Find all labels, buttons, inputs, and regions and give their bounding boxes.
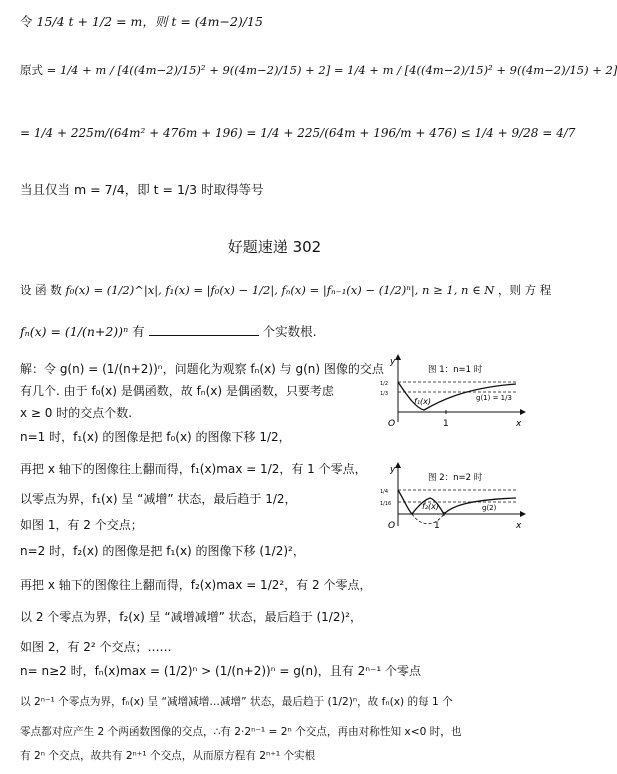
problem-line-2 (20, 322, 317, 340)
solution-line-14: 有 2ⁿ 个交点，故共有 2ⁿ⁺¹ 个交点，从而原方程有 2ⁿ⁺¹ 个实根 (20, 750, 316, 762)
fig1-line-label: g(1) = 1/3 (476, 394, 512, 402)
fig1-origin: O (388, 419, 396, 429)
solution-line-5: 以零点为界，f₁(x) 呈 “减增” 状态，最后趋于 1/2， (20, 492, 297, 506)
fig2-caption: 图 2：n=2 时 (428, 473, 483, 483)
let-t-equation: 15/4 t + 1/2 = m，则 t = (4m−2)/15 (36, 14, 263, 29)
line-let-t (20, 12, 263, 30)
line-simplify (20, 126, 575, 140)
fig2-x-arrow (520, 511, 526, 517)
fig1-x-arrow (520, 409, 526, 415)
fig2-x-tick-label: 1 (434, 521, 440, 531)
fig1-y-tick-third: 1/3 (380, 391, 389, 397)
solution-line-13: 零点都对应产生 2 个两函数图像的交点，∴有 2·2ⁿ⁻¹ = 2ⁿ 个交点，再由对称性知 x<0 时，也 (20, 726, 462, 738)
fig2-origin: O (388, 521, 396, 531)
solution-line-11: n= n≥2 时，fₙ(x)max = (1/2)ⁿ > (1/(n+2))ⁿ = g(n)，且有 2ⁿ⁻¹ 个零点 (20, 664, 421, 678)
fig2-y-tick-quarter: 1/4 (380, 489, 389, 495)
solution-line-3: n=1 时，f₁(x) 的图像是把 f₀(x) 的图像下移 1/2， (20, 430, 291, 444)
solution-line-12: 以 2ⁿ⁻¹ 个零点为界，fₙ(x) 呈 “减增减增…减增” 状态，最后趋于 (1/2)ⁿ，故 fₙ(x) 的每 1 个 (20, 696, 453, 708)
fig2-y-tick-g2: 1/16 (380, 501, 392, 507)
solution-line-2: x ≥ 0 时的交点个数. (20, 406, 133, 420)
simplify-expression: = 1/4 + 225m/(64m² + 476m + 196) = 1/4 + 225/(64m + 196/m + 476) ≤ 1/4 + 9/28 = 4/7 (20, 126, 576, 140)
fig1-y-arrow (395, 354, 401, 360)
line-equality-condition: 当且仅当 m = 7/4，即 t = 1/3 时取得等号 (20, 182, 264, 197)
solution-line-1: 有几个. 由于 f₀(x) 是偶函数，故 fₙ(x) 是偶函数，只要考虑 (20, 384, 334, 398)
problem-definitions: f₀(x) = (1/2)^|x|, f₁(x) = |f₀(x) − 1/2|, fₙ(x) = |fₙ₋₁(x) − (1/2)ⁿ|, n ≥ 1, n ∈ N (65, 283, 495, 297)
solution-line-6: 如图 1，有 2 个交点； (20, 518, 143, 532)
fig2-line-label: g(2) (482, 504, 497, 512)
answer-blank (149, 325, 259, 336)
figure-2-graph (378, 460, 528, 538)
fig1-y-label: y (390, 357, 396, 367)
fig1-x-label: x (516, 419, 522, 429)
original-expression: = 1/4 + m / [4((4m−2)/15)² + 9((4m−2)/15) + 2] = 1/4 + m / [4((4m−2)/15)² + 9((4m−2)/15) + 2] (46, 63, 617, 77)
problem-line-1 (20, 282, 551, 298)
fig2-y-label: y (390, 465, 396, 475)
problem-equation: fₙ(x) = (1/(n+2))ⁿ (20, 324, 129, 339)
let-prefix: 令 (20, 14, 33, 29)
solution-line-8: 再把 x 轴下的图像往上翻而得，f₂(x)max = 1/2²，有 2 个零点， (20, 578, 372, 592)
solution-line-4: 再把 x 轴下的图像往上翻而得，f₁(x)max = 1/2，有 1 个零点， (20, 462, 367, 476)
solution-line-7: n=2 时，f₂(x) 的图像是把 f₁(x) 的图像下移 (1/2)²， (20, 544, 305, 558)
solution-line-10: 如图 2，有 2² 个交点；…… (20, 640, 172, 654)
fig2-x-label: x (516, 521, 522, 531)
fig1-y-tick-half: 1/2 (380, 381, 389, 387)
solution-line-0: 解：令 g(n) = (1/(n+2))ⁿ，问题化为观察 fₙ(x) 与 g(n) 图像的交点 (20, 362, 384, 376)
problem-suffix: ，则 方 程 (497, 283, 552, 297)
figure-1-graph (378, 352, 528, 432)
fig1-curve-label: f₁(x) (414, 397, 431, 406)
fig2-y-arrow (395, 462, 401, 468)
problem-tail: 个实数根. (262, 324, 317, 339)
solution-line-9: 以 2 个零点为界，f₂(x) 呈 “减增减增” 状态，最后趋于 (1/2)²， (20, 610, 362, 624)
original-label: 原式 (20, 63, 43, 77)
section-title: 好题速递 302 (227, 238, 322, 256)
problem-prefix: 设 函 数 (20, 283, 62, 297)
problem-has: 有 (132, 324, 145, 339)
fig1-x-tick-label: 1 (443, 419, 449, 429)
fig1-caption: 图 1：n=1 时 (428, 365, 483, 375)
line-original-expression (20, 62, 617, 78)
fig2-curve-label: f₂(x) (422, 502, 439, 511)
